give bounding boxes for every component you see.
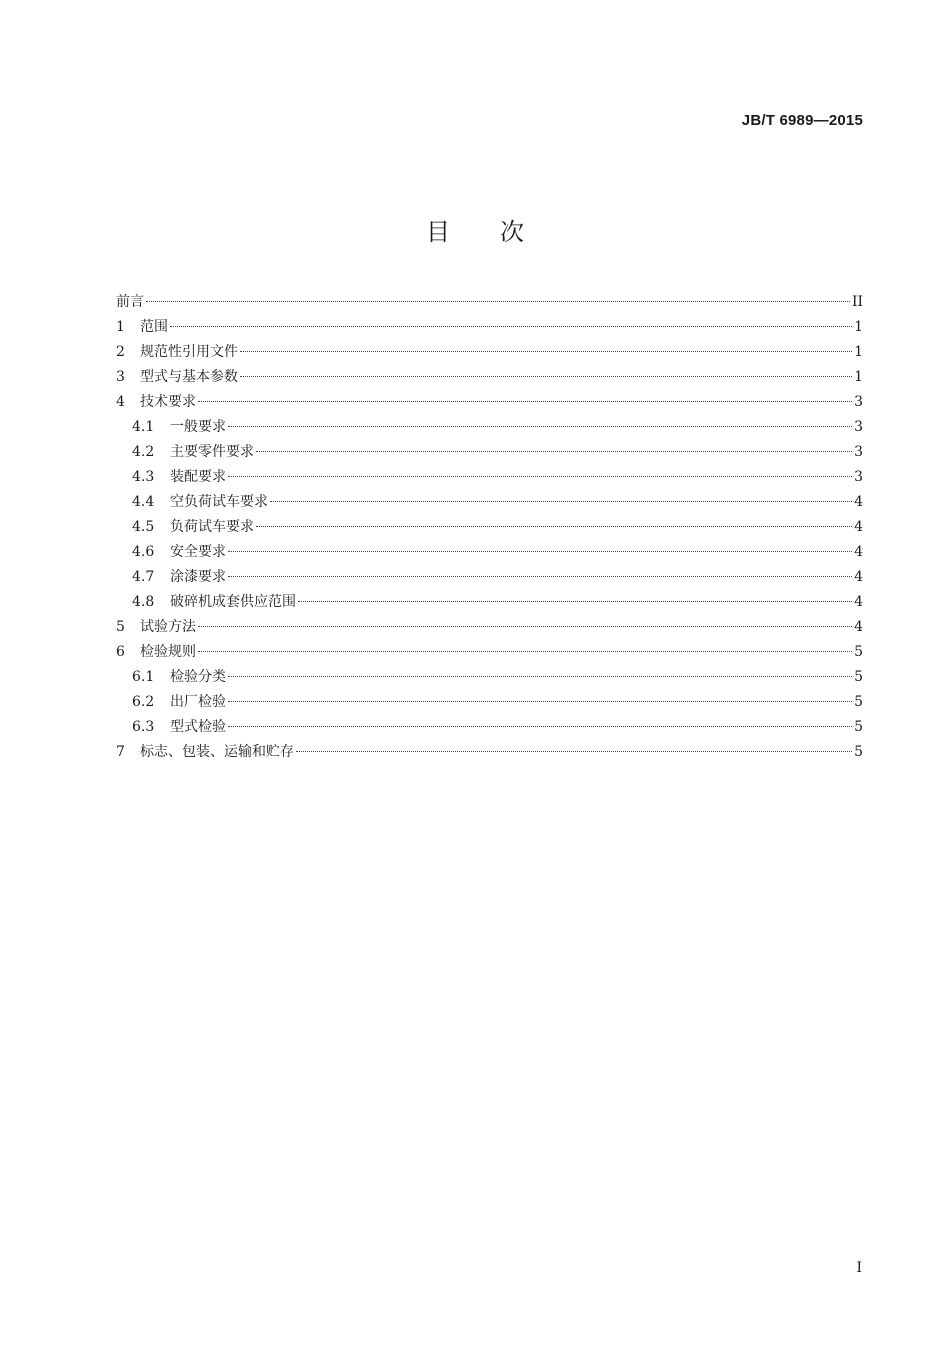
dot-leader	[240, 351, 852, 352]
dot-leader	[270, 501, 852, 502]
toc-entry-label: 规范性引用文件	[140, 344, 238, 360]
toc-entry-page: 4	[854, 519, 863, 535]
dot-leader	[198, 626, 852, 627]
dot-leader	[228, 726, 852, 727]
toc-entry[interactable]	[116, 540, 863, 565]
toc-entry-page: 3	[854, 394, 863, 410]
toc-entry-page: 3	[854, 444, 863, 460]
toc-entry[interactable]	[116, 365, 863, 390]
toc-entry-page: 4	[854, 594, 863, 610]
toc-entry[interactable]	[116, 715, 863, 740]
dot-leader	[240, 376, 852, 377]
toc-entry-label: 标志、包装、运输和贮存	[140, 744, 294, 760]
standard-code: JB/T 6989—2015	[741, 112, 863, 129]
toc-entry-page: 4	[854, 619, 863, 635]
toc-entry[interactable]	[116, 390, 863, 415]
toc-entry-number: 4	[116, 394, 125, 410]
toc-entry-page: 5	[854, 644, 863, 660]
dot-leader	[146, 301, 850, 302]
page-title: 目次	[426, 218, 574, 246]
toc-entry-page: 1	[854, 369, 863, 385]
toc-entry-label: 装配要求	[170, 469, 226, 485]
dot-leader	[228, 476, 852, 477]
toc-entry-page: 4	[854, 494, 863, 510]
dot-leader	[228, 426, 852, 427]
toc-entry[interactable]	[116, 290, 863, 315]
toc-entry-page: II	[851, 294, 863, 310]
dot-leader	[170, 326, 852, 327]
toc-entry[interactable]	[116, 740, 863, 765]
toc-entry-number: 6	[116, 644, 125, 660]
toc-entry-label: 出厂检验	[170, 694, 226, 710]
toc-entry-page: 5	[854, 694, 863, 710]
page-number: I	[856, 1260, 862, 1276]
toc-entry-label: 范围	[140, 319, 168, 335]
toc-entry-page: 3	[854, 469, 863, 485]
toc-entry-number: 4.3	[132, 469, 155, 485]
toc-entry-label: 试验方法	[140, 619, 196, 635]
toc-entry[interactable]	[116, 640, 863, 665]
toc-entry-number: 1	[116, 319, 125, 335]
toc-entry-number: 4.5	[132, 519, 155, 535]
dot-leader	[298, 601, 852, 602]
toc-entry[interactable]	[116, 515, 863, 540]
toc-entry-label: 检验分类	[170, 669, 226, 685]
dot-leader	[256, 526, 852, 527]
toc-entry[interactable]	[116, 315, 863, 340]
dot-leader	[198, 401, 852, 402]
dot-leader	[228, 701, 852, 702]
toc-entry-number: 4.1	[132, 419, 155, 435]
toc-entry-page: 5	[854, 744, 863, 760]
toc-entry-page: 5	[854, 669, 863, 685]
toc-entry-number: 6.2	[132, 694, 155, 710]
toc-entry-page: 5	[854, 719, 863, 735]
toc-entry-label: 破碎机成套供应范围	[170, 594, 296, 610]
toc-entry[interactable]	[116, 665, 863, 690]
toc-entry-number: 4.8	[132, 594, 155, 610]
toc-entry[interactable]	[116, 590, 863, 615]
toc-entry-label: 涂漆要求	[170, 569, 226, 585]
toc-entry[interactable]	[116, 490, 863, 515]
toc-entry[interactable]	[116, 565, 863, 590]
toc-entry-page: 3	[854, 419, 863, 435]
toc-entry-label: 型式检验	[170, 719, 226, 735]
dot-leader	[228, 576, 852, 577]
toc-entry-label: 一般要求	[170, 419, 226, 435]
toc-entry[interactable]	[116, 465, 863, 490]
toc-entry-number: 4.2	[132, 444, 155, 460]
toc-entry-number: 3	[116, 369, 125, 385]
dot-leader	[228, 551, 852, 552]
dot-leader	[256, 451, 852, 452]
table-of-contents	[116, 290, 863, 765]
toc-entry-label: 前言	[116, 294, 144, 310]
toc-entry-page: 4	[854, 544, 863, 560]
toc-entry-label: 技术要求	[140, 394, 196, 410]
toc-entry[interactable]	[116, 415, 863, 440]
toc-entry-number: 4.6	[132, 544, 155, 560]
toc-entry-label: 空负荷试车要求	[170, 494, 268, 510]
toc-entry[interactable]	[116, 440, 863, 465]
toc-entry-number: 6.1	[132, 669, 155, 685]
toc-entry-label: 检验规则	[140, 644, 196, 660]
toc-entry-label: 主要零件要求	[170, 444, 254, 460]
toc-entry-number: 7	[116, 744, 125, 760]
toc-entry[interactable]	[116, 690, 863, 715]
dot-leader	[198, 651, 852, 652]
toc-entry-page: 1	[854, 319, 863, 335]
toc-entry[interactable]	[116, 340, 863, 365]
toc-entry-label: 安全要求	[170, 544, 226, 560]
toc-entry-number: 2	[116, 344, 125, 360]
toc-entry[interactable]	[116, 615, 863, 640]
toc-entry-number: 5	[116, 619, 125, 635]
toc-entry-number: 6.3	[132, 719, 155, 735]
toc-entry-page: 4	[854, 569, 863, 585]
dot-leader	[296, 751, 852, 752]
dot-leader	[228, 676, 852, 677]
toc-entry-page: 1	[854, 344, 863, 360]
toc-entry-label: 负荷试车要求	[170, 519, 254, 535]
toc-entry-label: 型式与基本参数	[140, 369, 238, 385]
toc-entry-number: 4.4	[132, 494, 155, 510]
toc-entry-number: 4.7	[132, 569, 155, 585]
